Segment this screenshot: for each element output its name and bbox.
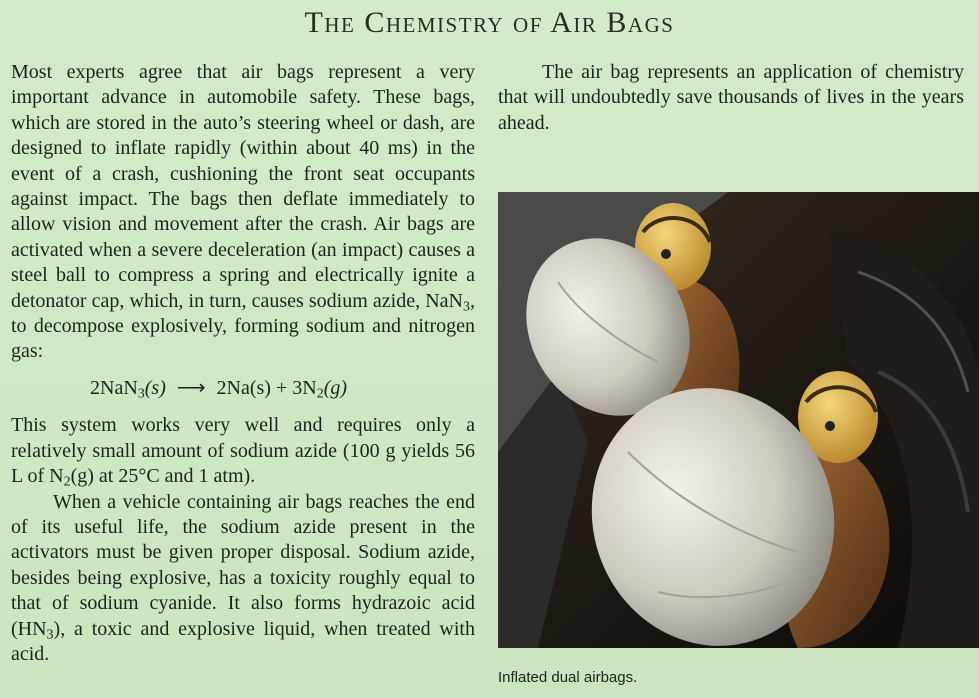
left-column (11, 60, 475, 667)
equation-reactant: 2NaN (90, 376, 138, 399)
equation-products: 2Na(s) + 3N (216, 376, 317, 399)
paragraph-intro (11, 60, 475, 365)
paragraph-disposal (11, 490, 475, 668)
airbag-illustration (498, 192, 979, 648)
subscript: 3 (137, 386, 145, 402)
paragraph-text: This system works very well and requires only a relatively small amount of sodium azide (100 g yields 56 L of N (11, 414, 475, 488)
paragraph-text: (g) at 25°C and 1 atm). (70, 465, 256, 488)
figure-caption: Inflated dual airbags. (498, 669, 638, 686)
subscript: 3 (463, 299, 470, 315)
page-title: The Chemistry of Air Bags (304, 6, 675, 39)
paragraph-intro-text: Most experts agree that air bags represent a very important advance in automobile safety. These bags, which are stored in the auto’s steering wheel or dash, are designed to inflate rapidly (within about 40 ms) in the event of a crash, cushioning the front seat occupants against impact. The bags then deflate immediately to allow vision and movement after the crash. Air bags are activated when a severe deceleration (an impact) causes a steel ball to compress a spring and electrically ignite a detonator cap, which, in turn, causes sodium azide, NaN (11, 61, 475, 312)
subscript: 3 (46, 627, 54, 643)
paragraph-conclusion: The air bag represents an application of chemistry that will undoubtedly save thousands of lives in the years ahead. (498, 61, 964, 134)
equation-state: (g) (323, 376, 348, 399)
chemical-equation (11, 376, 475, 401)
subscript: 2 (63, 474, 71, 490)
paragraph-text: When a vehicle containing air bags reaches the end of its useful life, the sodium azide present in the activators must be given proper disposal. Sodium azide, besides being explosive, has a toxicity roughly equal to that of sodium cyanide. It also forms hydrazoic acid (HN (11, 490, 475, 640)
paragraph-intro-tail: , to decompose explosively, forming sodium and nitrogen gas: (11, 289, 475, 363)
reaction-arrow-icon: ⟶ (176, 376, 206, 399)
paragraph-efficiency (11, 413, 475, 489)
equation-state: (s) (144, 376, 166, 399)
subscript: 2 (316, 386, 324, 402)
right-column (498, 60, 964, 136)
airbag-photo (498, 192, 979, 648)
paragraph-text: ), a toxic and explosive liquid, when treated with acid. (11, 617, 475, 665)
